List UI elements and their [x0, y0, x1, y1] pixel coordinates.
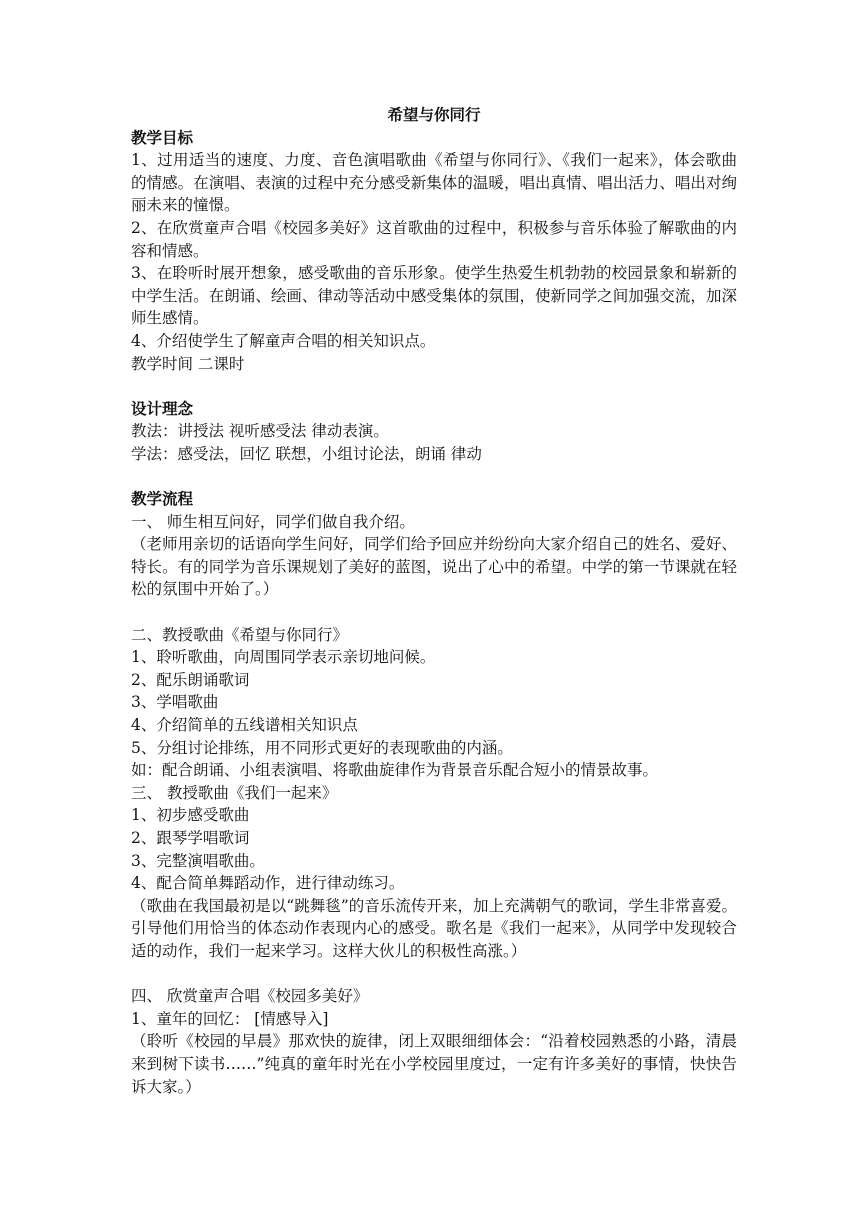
step3-item: 1、初步感受歌曲 — [131, 806, 250, 825]
step3-item: 3、完整演唱歌曲。 — [131, 851, 265, 870]
concept-heading: 设计理念 — [131, 398, 194, 418]
document-title: 希望与你同行 — [387, 105, 481, 124]
step3-title: 三、 教授歌曲《我们一起来》 — [131, 783, 338, 802]
spacer — [131, 466, 737, 489]
goal-item: 3、在聆听时展开想象，感受歌曲的音乐形象。使学生热爱生机勃勃的校园景象和崭新的中学生活。在朗诵、绘画、律动等活动中感受集体的氛围，使新同学之间加强交流，加深师生感情。 — [131, 264, 737, 328]
step1-title: 一、 师生相互问好，同学们做自我介绍。 — [131, 512, 415, 531]
spacer — [131, 963, 737, 986]
teaching-method: 教法：讲授法 视听感受法 律动表演。 — [131, 422, 389, 441]
learning-method: 学法：感受法，回忆 联想，小组讨论法，朗诵 律动 — [131, 444, 482, 463]
step3-note: （歌曲在我国最初是以“跳舞毯”的音乐流传开来，加上充满朝气的歌词，学生非常喜爱。引导他们用恰当的体态动作表现内心的感受。歌名是《我们一起来》，从同学中发现较合适的动作，我们一起来学习。这样大伙儿的积极性高涨。） — [131, 896, 737, 960]
step2-item: 5、分组讨论排练，用不同形式更好的表现歌曲的内涵。 — [131, 738, 513, 757]
spacer — [131, 375, 737, 398]
goal-item: 2、在欣赏童声合唱《校园多美好》这首歌曲的过程中，积极参与音乐体验了解歌曲的内容和情感。 — [131, 218, 737, 260]
spacer — [131, 601, 737, 624]
step2-item: 3、学唱歌曲 — [131, 693, 219, 712]
goals-heading: 教学目标 — [131, 127, 194, 147]
step4-note: （聆听《校园的早晨》那欢快的旋律，闭上双眼细细体会：“沿着校园熟悉的小路，清晨来到树下读书……”纯真的童年时光在小学校园里度过，一定有许多美好的事情，快快告诉大家。） — [131, 1032, 737, 1096]
goal-item: 1、过用适当的速度、力度、音色演唱歌曲《希望与你同行》、《我们一起来》，体会歌曲的情感。在演唱、表演的过程中充分感受新集体的温暖，唱出真情、唱出活力、唱出对绚丽未来的憧憬。 — [131, 151, 737, 215]
teaching-time: 教学时间 二课时 — [131, 354, 245, 373]
document-page — [131, 104, 737, 1098]
step2-item: 1、聆听歌曲，向周围同学表示亲切地问候。 — [131, 648, 436, 667]
step2-title: 二、教授歌曲《希望与你同行》 — [131, 625, 349, 644]
step2-example: 如：配合朗诵、小组表演唱、将歌曲旋律作为背景音乐配合短小的情景故事。 — [131, 761, 659, 780]
goal-item: 4、介绍使学生了解童声合唱的相关知识点。 — [131, 331, 436, 350]
step2-item: 4、介绍简单的五线谱相关知识点 — [131, 716, 358, 735]
step4-item: 1、童年的回忆： [情感导入] — [131, 1009, 329, 1028]
step3-item: 4、配合简单舞蹈动作，进行律动练习。 — [131, 874, 405, 893]
step4-title: 四、 欣赏童声合唱《校园多美好》 — [131, 987, 369, 1006]
process-heading: 教学流程 — [131, 489, 194, 509]
step1-note: （老师用亲切的话语向学生问好，同学们给予回应并纷纷向大家介绍自己的姓名、爱好、特长。有的同学为音乐课规划了美好的蓝图，说出了心中的希望。中学的第一节课就在轻松的氛围中开始了。） — [131, 535, 737, 599]
step2-item: 2、配乐朗诵歌词 — [131, 670, 250, 689]
step3-item: 2、跟琴学唱歌词 — [131, 829, 250, 847]
